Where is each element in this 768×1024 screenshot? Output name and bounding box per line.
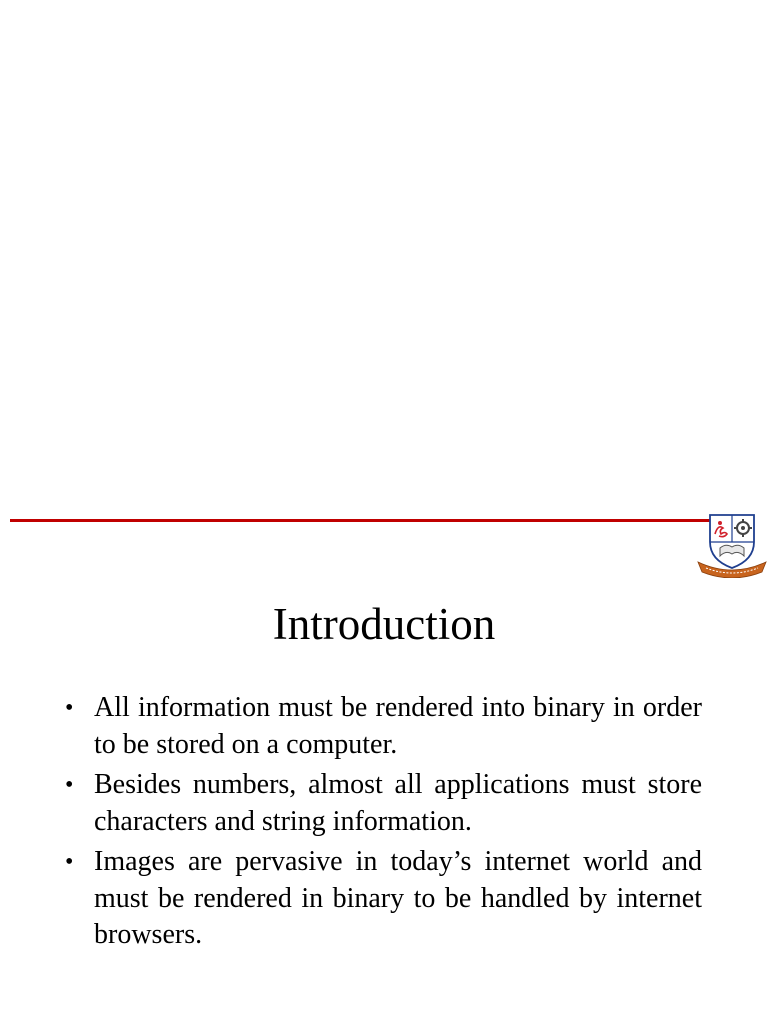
- bullet-item: [62, 844, 702, 954]
- bullet-item: [62, 767, 702, 840]
- header-divider-line: [10, 519, 710, 522]
- bullet-glyph: •: [65, 695, 74, 721]
- bullet-text: Besides numbers, almost all applications must store characters and string information.: [94, 769, 702, 837]
- bullet-list: [62, 690, 702, 958]
- bullet-text: All information must be rendered into binary in order to be stored on a computer.: [94, 692, 702, 760]
- bullet-glyph: •: [65, 849, 74, 875]
- slide-title: Introduction: [272, 599, 496, 649]
- bullet-text: Images are pervasive in today’s internet world and must be rendered in binary to be handled by internet browsers.: [94, 846, 702, 950]
- bullet-item: [62, 690, 702, 763]
- university-crest-icon: [696, 512, 768, 578]
- bullet-glyph: •: [65, 772, 74, 798]
